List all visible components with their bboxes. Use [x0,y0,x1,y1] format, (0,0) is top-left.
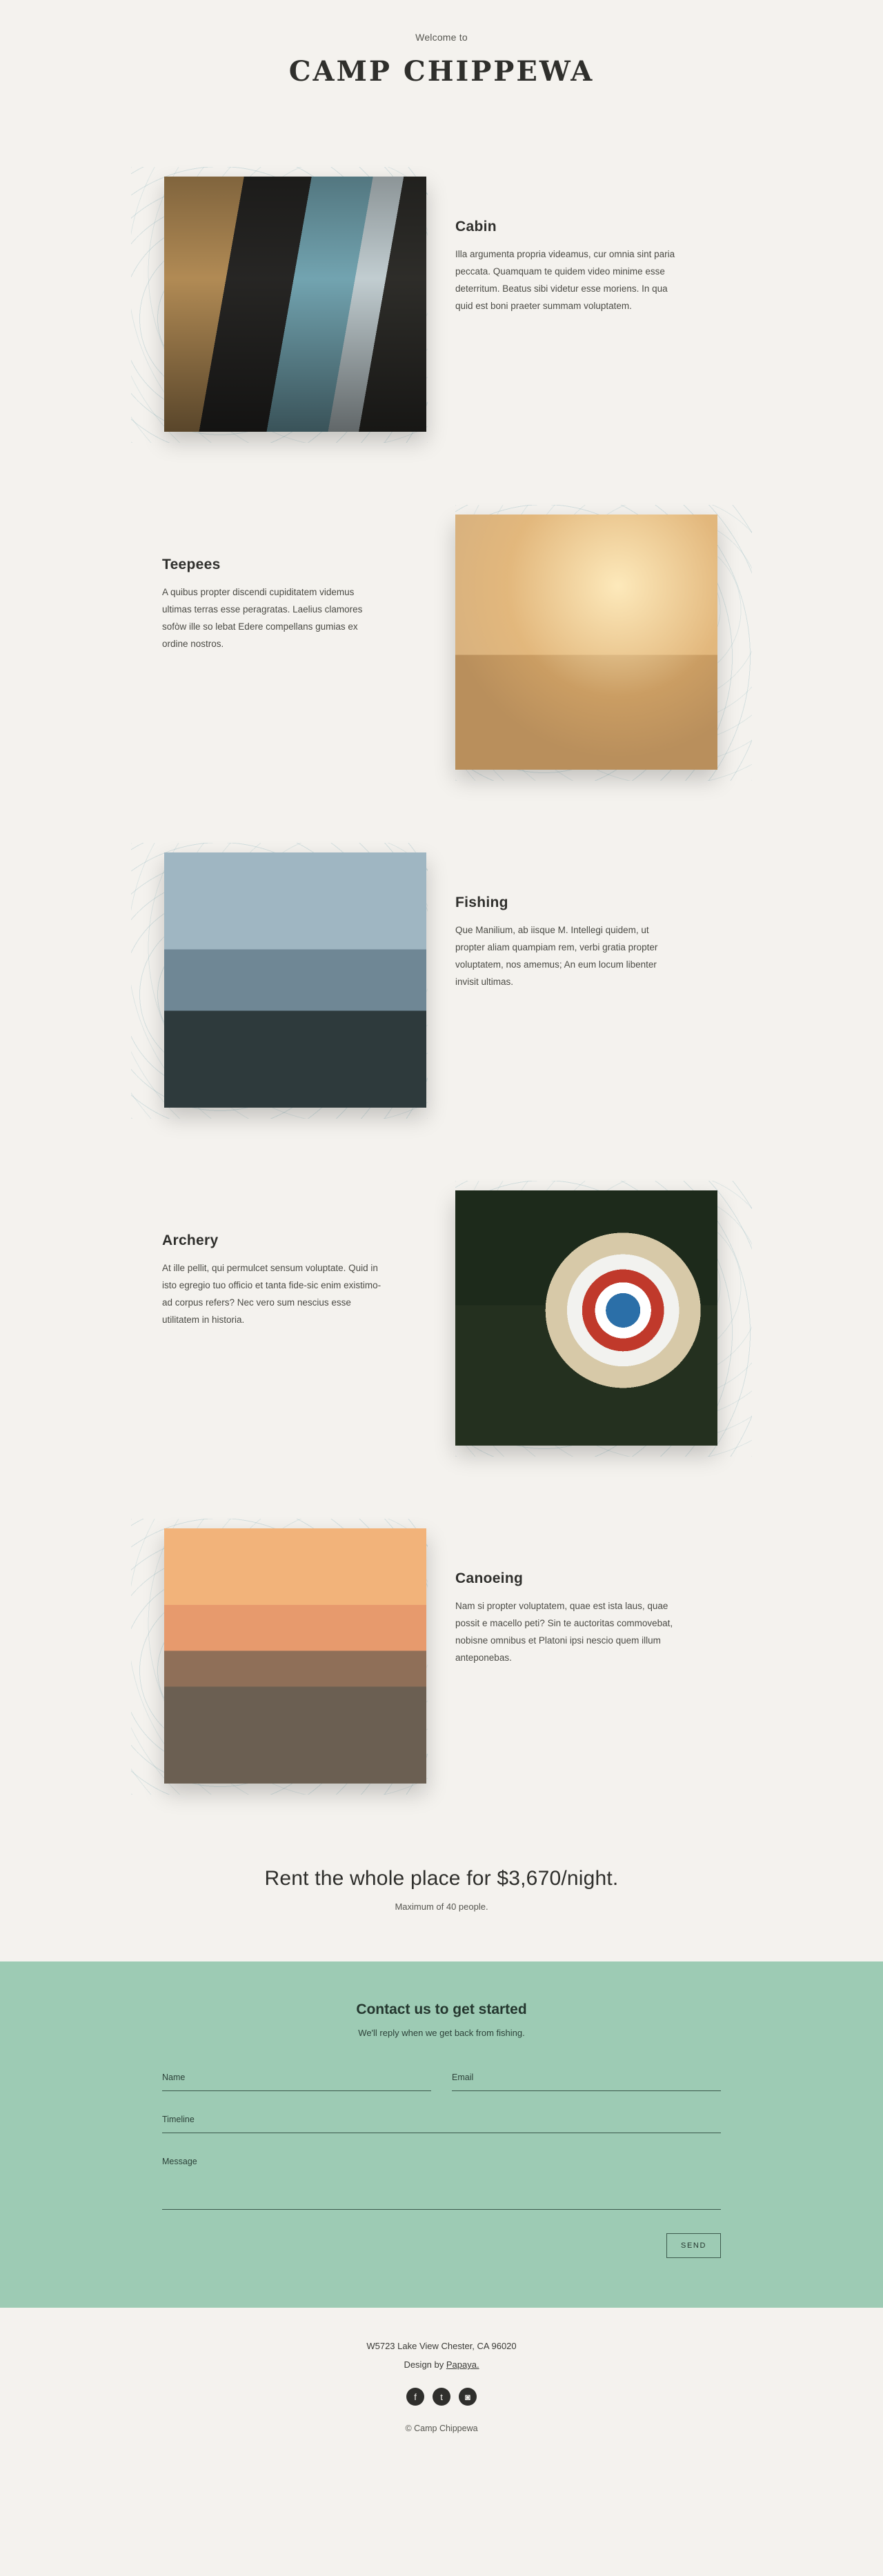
section-cabin [0,136,883,474]
twitter-icon[interactable]: t [433,2388,450,2406]
name-field-group [162,2073,431,2091]
page-header [0,0,883,88]
footer-address: W5723 Lake View Chester, CA 96020 [366,2341,517,2351]
email-label: Email [452,2073,474,2082]
archery-copy [162,1232,383,1329]
section-teepees [0,474,883,812]
contact-section [0,1961,883,2308]
contact-subtitle: We'll reply when we get back from fishing. [358,2028,525,2038]
section-title: Teepees [162,557,221,572]
section-archery [0,1150,883,1488]
social-links [0,2388,883,2406]
message-input[interactable] [162,2209,721,2210]
activity-sections [0,136,883,1826]
fishing-copy [455,895,676,991]
footer-design-credit [0,2359,883,2370]
message-field-group [162,2157,721,2210]
email-field-group [452,2073,721,2091]
cabin-media [131,167,428,443]
archery-photo [455,1190,717,1446]
price-headline: Rent the whole place for $3,670/night. [264,1867,619,1890]
section-title: Cabin [455,219,497,234]
canoeing-photo [164,1528,426,1784]
teepees-media [455,505,752,781]
design-prefix: Design by [404,2359,446,2370]
timeline-field-group [162,2115,721,2133]
canoeing-media [131,1519,428,1795]
send-button[interactable]: SEND [666,2233,721,2258]
page-title: CAMP CHIPPEWA [288,55,595,88]
section-body: Que Manilium, ab iisque M. Intellegi quidem, ut propter aliam quampiam rem, verbi gratia propter voluptatem, nos amemus; An eum locum libenter invisit ultimas. [455,925,658,987]
name-label: Name [162,2073,186,2082]
send-row [162,2233,721,2258]
section-title: Fishing [455,895,508,910]
section-fishing [0,812,883,1150]
welcome-text: Welcome to [415,32,468,43]
cabin-copy [455,219,676,315]
cabin-photo [164,177,426,432]
canoeing-copy [455,1570,676,1667]
section-title: Archery [162,1232,219,1248]
section-body: Nam si propter voluptatem, quae est ista laus, quae possit e macello peti? Sin te auctoritas commovebat, nobisne omnibus et Platoni ipsi nescio quem illum anteponebas. [455,1601,673,1663]
facebook-icon[interactable]: f [406,2388,424,2406]
footer-copyright: © Camp Chippewa [405,2424,478,2433]
section-canoeing [0,1488,883,1826]
design-link[interactable]: Papaya. [446,2359,479,2370]
archery-media [455,1181,752,1457]
fishing-photo [164,852,426,1108]
email-input[interactable] [452,2090,721,2091]
section-body: Illa argumenta propria videamus, cur omnia sint paria peccata. Quamquam te quidem video minime esse deterritum. Beatus sibi videtur esse moriens. In qua quid est boni praeter summam voluptatem. [455,249,675,311]
teepees-copy [162,557,383,653]
page-footer [0,2308,883,2461]
fishing-media [131,843,428,1119]
message-label: Message [162,2157,197,2166]
timeline-label: Timeline [162,2115,195,2124]
instagram-icon[interactable]: ◙ [459,2388,477,2406]
contact-title: Contact us to get started [356,2001,527,2017]
price-block [0,1867,883,1912]
name-input[interactable] [162,2090,431,2091]
section-title: Canoeing [455,1570,524,1586]
contact-form [162,2073,721,2258]
price-subline: Maximum of 40 people. [395,1901,488,1912]
section-body: A quibus propter discendi cupiditatem videmus ultimas terras esse peragratas. Laelius clamores sofòw ille so lebat Edere compellans gumias ex ordine nostros. [162,587,363,649]
section-body: At ille pellit, qui permulcet sensum voluptate. Quid in isto egregio tuo officio et tanta fide-sic enim existimo-ad corpus refers? Nec vero sum nescius esse utilitatem in historia. [162,1263,381,1325]
teepees-photo [455,515,717,770]
